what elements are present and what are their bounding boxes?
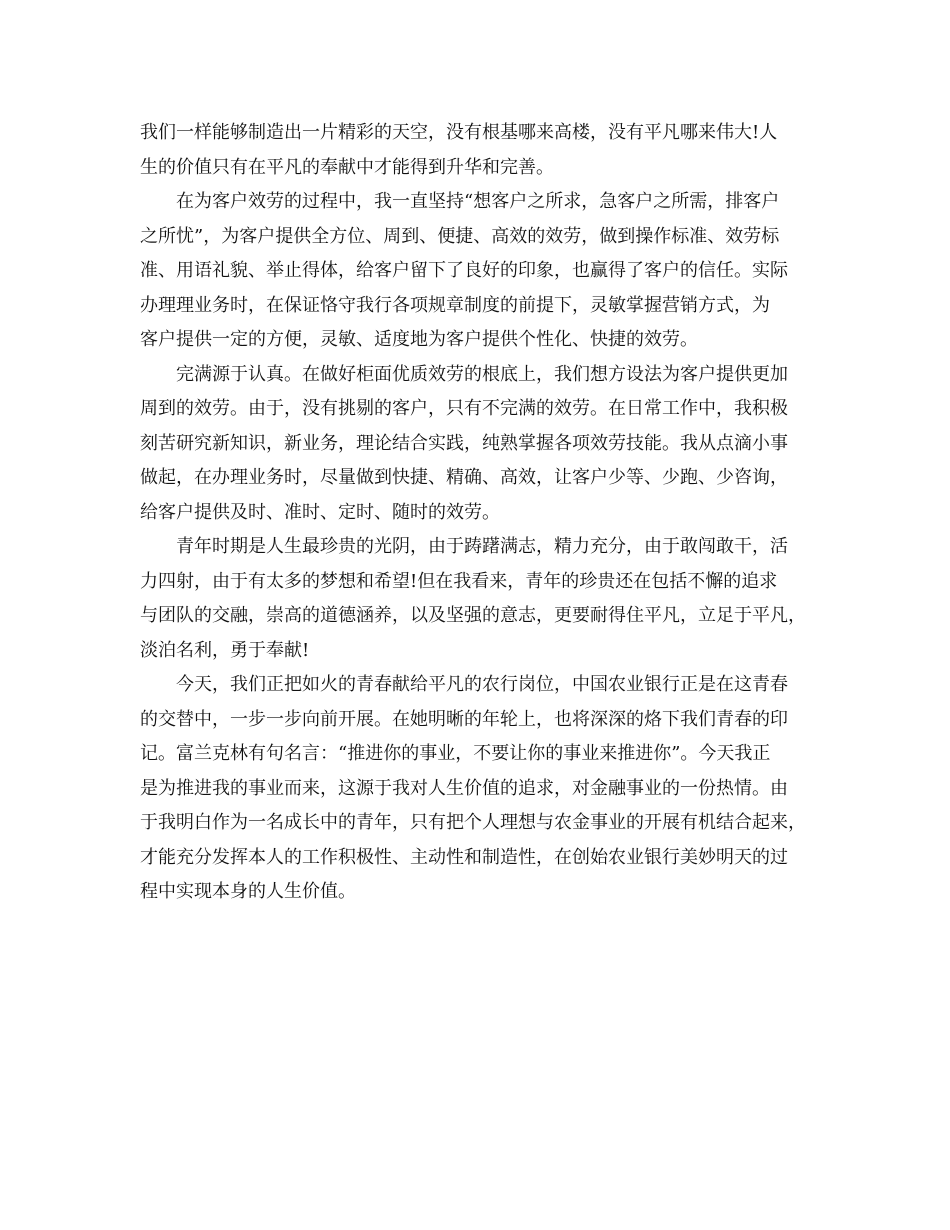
text-line: 于我明白作为一名成长中的青年，只有把个人理想与农金事业的开展有机结合起来，: [140, 812, 806, 833]
paragraph: [140, 116, 820, 185]
text-line: 做起，在办理业务时，尽量做到快捷、精确、高效，让客户少等、少跑、少咨询，: [140, 467, 788, 488]
document-body: [140, 116, 820, 910]
text-line: 周到的效劳。由于，没有挑剔的客户，只有不完满的效劳。在日常工作中，我积极: [140, 398, 788, 419]
text-line: 刻苦研究新知识，新业务，理论结合实践，纯熟掌握各项效劳技能。我从点滴小事: [140, 432, 788, 454]
paragraph: [140, 530, 820, 668]
text-line: 之所忧”，为客户提供全方位、周到、便捷、高效的效劳，做到操作标准、效劳标: [140, 225, 780, 247]
text-line: 今天，我们正把如火的青春献给平凡的农行岗位，中国农业银行正是在这青春: [176, 674, 788, 695]
text-line: 青年时期是人生最珍贵的光阴，由于踌躇满志，精力充分，由于敢闯敢干，活: [176, 536, 788, 557]
text-line: 才能充分发挥本人的工作积极性、主动性和制造性，在创始农业银行美妙明天的过: [140, 846, 788, 868]
text-line: 客户提供一定的方便，灵敏、适度地为客户提供个性化、快捷的效劳。: [140, 329, 698, 350]
paragraph: [140, 185, 820, 358]
text-line: 的交替中，一步一步向前开展。在她明晰的年轮上，也将深深的烙下我们青春的印: [140, 708, 788, 730]
text-line: 是为推进我的事业而来，这源于我对人生价值的追求，对金融事业的一份热情。由: [140, 777, 788, 799]
text-line: 办理理业务时，在保证恪守我行各项规章制度的前提下，灵敏掌握营销方式，为: [140, 294, 770, 316]
text-line: 准、用语礼貌、举止得体，给客户留下了良好的印象，也赢得了客户的信任。实际: [140, 260, 788, 281]
text-line: 力四射，由于有太多的梦想和希望!但在我看来，青年的珍贵还在包括不懈的追求: [140, 570, 778, 592]
text-line: 完满源于认真。在做好柜面优质效劳的根底上，我们想方设法为客户提供更加: [176, 363, 788, 385]
paragraph: [140, 668, 820, 910]
text-line: 我们一样能够制造出一片精彩的天空，没有根基哪来高楼，没有平凡哪来伟大!人: [140, 122, 778, 143]
text-line: 给客户提供及时、准时、定时、随时的效劳。: [140, 501, 500, 523]
paragraph: [140, 358, 820, 531]
text-line: 在为客户效劳的过程中，我一直坚持“想客户之所求，急客户之所需，排客户: [176, 191, 780, 212]
text-line: 程中实现本身的人生价值。: [140, 881, 356, 902]
text-line: 淡泊名利，勇于奉献!: [140, 639, 310, 661]
text-line: 记。富兰克林有句名言：“推进你的事业，不要让你的事业来推进你”。今天我正: [140, 743, 771, 764]
text-line: 与团队的交融，崇高的道德涵养，以及坚强的意志，更要耐得住平凡，立足于平凡，: [140, 605, 806, 626]
text-line: 生的价值只有在平凡的奉献中才能得到升华和完善。: [140, 156, 554, 178]
